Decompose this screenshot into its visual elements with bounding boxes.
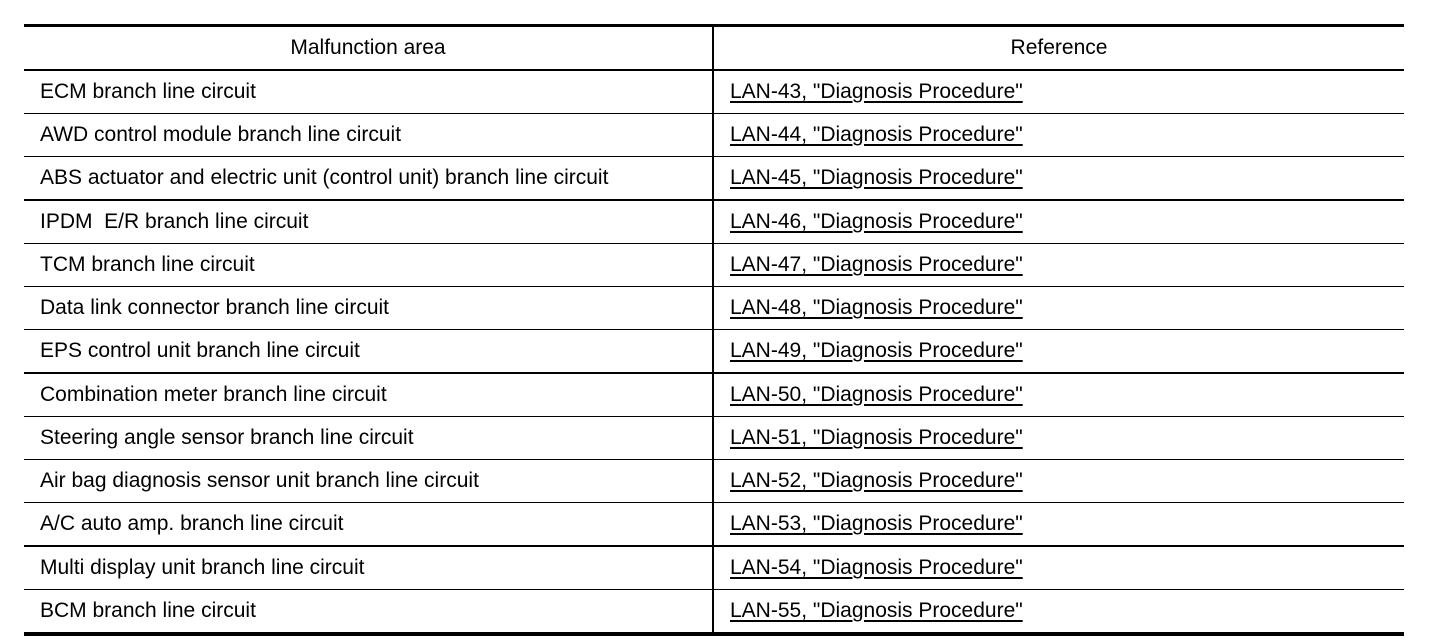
reference-link[interactable]: LAN-52, "Diagnosis Procedure" bbox=[730, 469, 1023, 492]
malfunction-area-cell: Data link connector branch line circuit bbox=[24, 287, 713, 330]
malfunction-area-cell: Multi display unit branch line circuit bbox=[24, 546, 713, 590]
reference-cell bbox=[713, 590, 1404, 635]
malfunction-area-cell: AWD control module branch line circuit bbox=[24, 114, 713, 157]
header-malfunction-area: Malfunction area bbox=[24, 26, 713, 71]
table-row bbox=[24, 244, 1404, 287]
table-row bbox=[24, 330, 1404, 374]
malfunction-area-cell: Steering angle sensor branch line circuit bbox=[24, 417, 713, 460]
table-row bbox=[24, 546, 1404, 590]
reference-cell bbox=[713, 287, 1404, 330]
table-row bbox=[24, 590, 1404, 635]
table-row bbox=[24, 417, 1404, 460]
table-row bbox=[24, 70, 1404, 114]
reference-link[interactable]: LAN-46, "Diagnosis Procedure" bbox=[730, 210, 1023, 233]
reference-link[interactable]: LAN-45, "Diagnosis Procedure" bbox=[730, 166, 1023, 189]
reference-cell bbox=[713, 417, 1404, 460]
table-row bbox=[24, 503, 1404, 547]
table-row bbox=[24, 114, 1404, 157]
reference-cell bbox=[713, 503, 1404, 547]
malfunction-area-cell: BCM branch line circuit bbox=[24, 590, 713, 635]
reference-cell bbox=[713, 244, 1404, 287]
reference-link[interactable]: LAN-53, "Diagnosis Procedure" bbox=[730, 512, 1023, 535]
malfunction-area-cell: ECM branch line circuit bbox=[24, 70, 713, 114]
malfunction-reference-table-container bbox=[24, 24, 1404, 636]
reference-cell bbox=[713, 70, 1404, 114]
reference-cell bbox=[713, 200, 1404, 244]
reference-link[interactable]: LAN-44, "Diagnosis Procedure" bbox=[730, 123, 1023, 146]
reference-link[interactable]: LAN-55, "Diagnosis Procedure" bbox=[730, 599, 1023, 622]
malfunction-area-cell: A/C auto amp. branch line circuit bbox=[24, 503, 713, 547]
malfunction-area-cell: IPDM E/R branch line circuit bbox=[24, 200, 713, 244]
reference-cell bbox=[713, 460, 1404, 503]
malfunction-area-cell: TCM branch line circuit bbox=[24, 244, 713, 287]
reference-link[interactable]: LAN-48, "Diagnosis Procedure" bbox=[730, 296, 1023, 319]
reference-cell bbox=[713, 157, 1404, 201]
malfunction-reference-table bbox=[24, 24, 1404, 636]
reference-cell bbox=[713, 330, 1404, 374]
table-header-row bbox=[24, 26, 1404, 71]
reference-link[interactable]: LAN-50, "Diagnosis Procedure" bbox=[730, 383, 1023, 406]
reference-cell bbox=[713, 114, 1404, 157]
malfunction-area-cell: Air bag diagnosis sensor unit branch line circuit bbox=[24, 460, 713, 503]
table-row bbox=[24, 157, 1404, 201]
reference-cell bbox=[713, 546, 1404, 590]
reference-link[interactable]: LAN-49, "Diagnosis Procedure" bbox=[730, 339, 1023, 362]
table-row bbox=[24, 373, 1404, 417]
reference-link[interactable]: LAN-51, "Diagnosis Procedure" bbox=[730, 426, 1023, 449]
reference-cell bbox=[713, 373, 1404, 417]
table-row bbox=[24, 460, 1404, 503]
reference-link[interactable]: LAN-54, "Diagnosis Procedure" bbox=[730, 556, 1023, 579]
malfunction-area-cell: Combination meter branch line circuit bbox=[24, 373, 713, 417]
malfunction-area-cell: ABS actuator and electric unit (control unit) branch line circuit bbox=[24, 157, 713, 201]
reference-link[interactable]: LAN-43, "Diagnosis Procedure" bbox=[730, 80, 1023, 103]
header-reference: Reference bbox=[713, 26, 1404, 71]
reference-link[interactable]: LAN-47, "Diagnosis Procedure" bbox=[730, 253, 1023, 276]
malfunction-area-cell: EPS control unit branch line circuit bbox=[24, 330, 713, 374]
table-row bbox=[24, 287, 1404, 330]
table-row bbox=[24, 200, 1404, 244]
